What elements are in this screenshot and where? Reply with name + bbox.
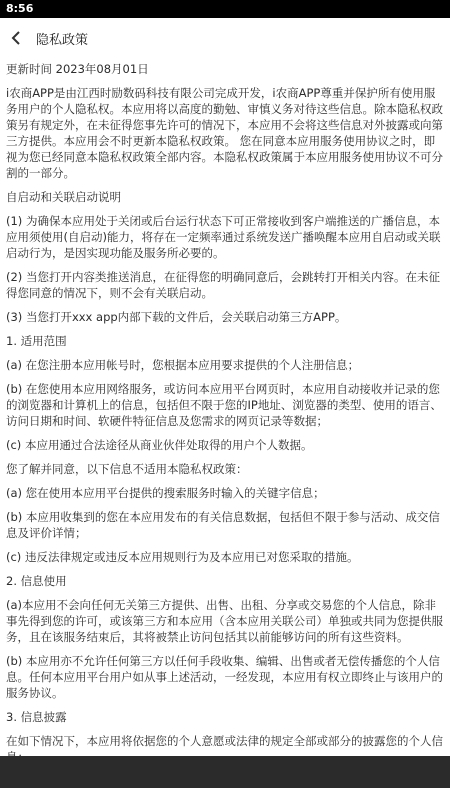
policy-paragraph: (c) 违反法律规定或违反本应用规则行为及本应用已对您采取的措施。: [6, 550, 359, 564]
policy-paragraph: (b) 本应用亦不允许任何第三方以任何手段收集、编辑、出售或者无偿传播您的个人信息。任何本应用平台用户如从事上述活动，一经发现，本应用有权立即终止与该用户的服务协议。: [6, 654, 443, 700]
policy-paragraph: 在如下情况下，本应用将依据您的个人意愿或法律的规定全部或部分的披露您的个人信: [6, 734, 443, 748]
policy-heading: 自启动和关联启动说明: [6, 190, 121, 204]
status-bar: [0, 0, 450, 18]
page-title: 隐私政策: [36, 32, 89, 48]
policy-content[interactable]: [6, 58, 444, 756]
policy-heading: 2. 信息使用: [6, 574, 67, 588]
chevron-left-icon: [10, 31, 22, 45]
policy-heading: 1. 适用范围: [6, 334, 67, 348]
policy-paragraph: (b) 在您使用本应用网络服务，或访问本应用平台网页时，本应用自动接收并记录的您的浏览器和计算机上的信息，包括但不限于您的IP地址、浏览器的类型、使用的语言、访问日期和时间、软硬件特征信息及您需求的网页记录等数据；: [6, 382, 442, 428]
policy-paragraph: i农商APP是由江西时励数码科技有限公司完成开发，i农商APP尊重并保护所有使用服务用户的个人隐私权。本应用将以高度的勤勉、审慎义务对待这些信息。除本隐私权政策另有规定外，在未征得您事先许可的情况下，本应用不会将这些信息对外披露或向第三方提供。本应用会不时更新本隐私权政策。 您在同意本应用服务使用协议之时，即视为您已经同意本隐私权政策全部内容。本隐私权政策属于本应用服务使用协议不可分割的一部分。: [6, 86, 443, 180]
policy-paragraph: (1) 为确保本应用处于关闭或后台运行状态下可正常接收到客户端推送的广播信息，本应用须使用(自启动)能力，将存在一定频率通过系统发送广播唤醒本应用自启动或关联启动行为，是因实现功能及服务所必要的。: [6, 214, 441, 260]
policy-paragraph: (a)本应用不会向任何无关第三方提供、出售、出租、分享或交易您的个人信息，除非事先得到您的许可，或该第三方和本应用（含本应用关联公司）单独或共同为您提供服务，且在该服务结束后，其将被禁止访问包括其以前能够访问的所有这些资料。: [6, 598, 443, 644]
policy-paragraph: (c) 本应用通过合法途径从商业伙伴处取得的用户个人数据。: [6, 438, 313, 452]
status-time: 8:56: [6, 2, 34, 15]
policy-paragraph: (b) 本应用收集到的您在本应用发布的有关信息数据，包括但不限于参与活动、成交信息及评价详情；: [6, 510, 440, 540]
header: [0, 18, 450, 58]
policy-paragraph: (a) 在您注册本应用帐号时，您根据本应用要求提供的个人注册信息；: [6, 358, 360, 372]
update-time: 更新时间 2023年08月01日: [6, 62, 149, 76]
policy-heading: 3. 信息披露: [6, 710, 67, 724]
policy-paragraph: (a) 您在使用本应用平台提供的搜索服务时输入的关键字信息；: [6, 486, 325, 500]
policy-paragraph: 您了解并同意，以下信息不适用本隐私权政策：: [6, 462, 248, 476]
back-button[interactable]: [0, 18, 32, 58]
navigation-bar: [0, 756, 450, 788]
policy-paragraph: (2) 当您打开内容类推送消息，在征得您的明确同意后，会跳转打开相关内容。在未征得您同意的情况下，则不会有关联启动。: [6, 270, 440, 300]
policy-paragraph: (3) 当您打开xxx app内部下载的文件后，会关联启动第三方APP。: [6, 310, 347, 324]
